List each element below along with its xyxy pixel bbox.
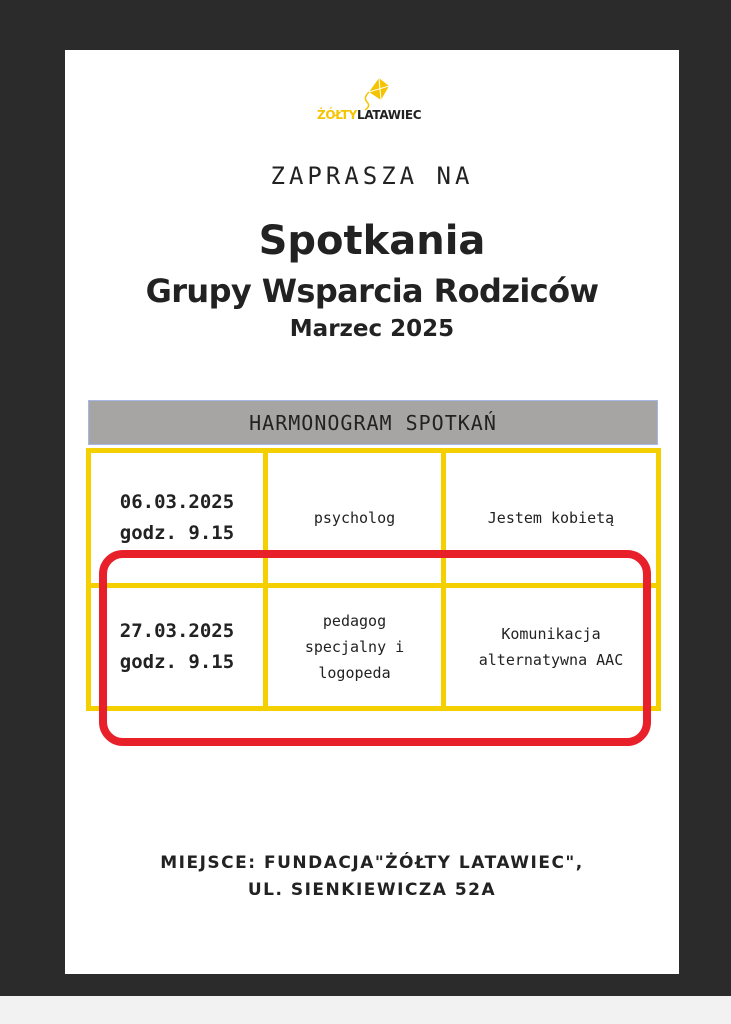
logo <box>317 72 422 132</box>
location-line1: MIEJSCE: FUNDACJA"ŻÓŁTY LATAWIEC", <box>160 853 584 873</box>
poster <box>65 50 679 974</box>
invite-text: ZAPRASZA NA <box>270 162 474 190</box>
table-cell-specialist: pedagog specjalny i logopeda <box>304 612 405 682</box>
logo-text-part1: ŻÓŁTY <box>317 108 357 122</box>
schedule-header: HARMONOGRAM SPOTKAŃ <box>88 400 658 445</box>
meeting-time: godz. 9.15 <box>119 651 235 673</box>
table-cell-topic: Komunikacja alternatywna AAC <box>478 625 624 669</box>
location-footer <box>65 850 679 904</box>
page-bottom-strip <box>0 996 731 1024</box>
page-subtitle: Grupy Wsparcia Rodziców <box>145 272 599 310</box>
grid-line <box>656 448 661 711</box>
page-title: Spotkania <box>258 218 486 264</box>
logo-text-part2: LATAWIEC <box>357 108 422 122</box>
table-cell-specialist: psycholog <box>313 509 396 527</box>
meeting-date: 06.03.2025 <box>119 491 235 513</box>
highlight-frame <box>99 550 651 746</box>
month-label: Marzec 2025 <box>289 316 455 342</box>
kite-icon <box>317 72 417 112</box>
logo-text <box>317 108 422 122</box>
meeting-time: godz. 9.15 <box>119 522 235 544</box>
location-line2: UL. SIENKIEWICZA 52A <box>247 880 497 900</box>
table-cell-topic: Jestem kobietą <box>487 509 615 527</box>
meeting-date: 27.03.2025 <box>119 620 235 642</box>
